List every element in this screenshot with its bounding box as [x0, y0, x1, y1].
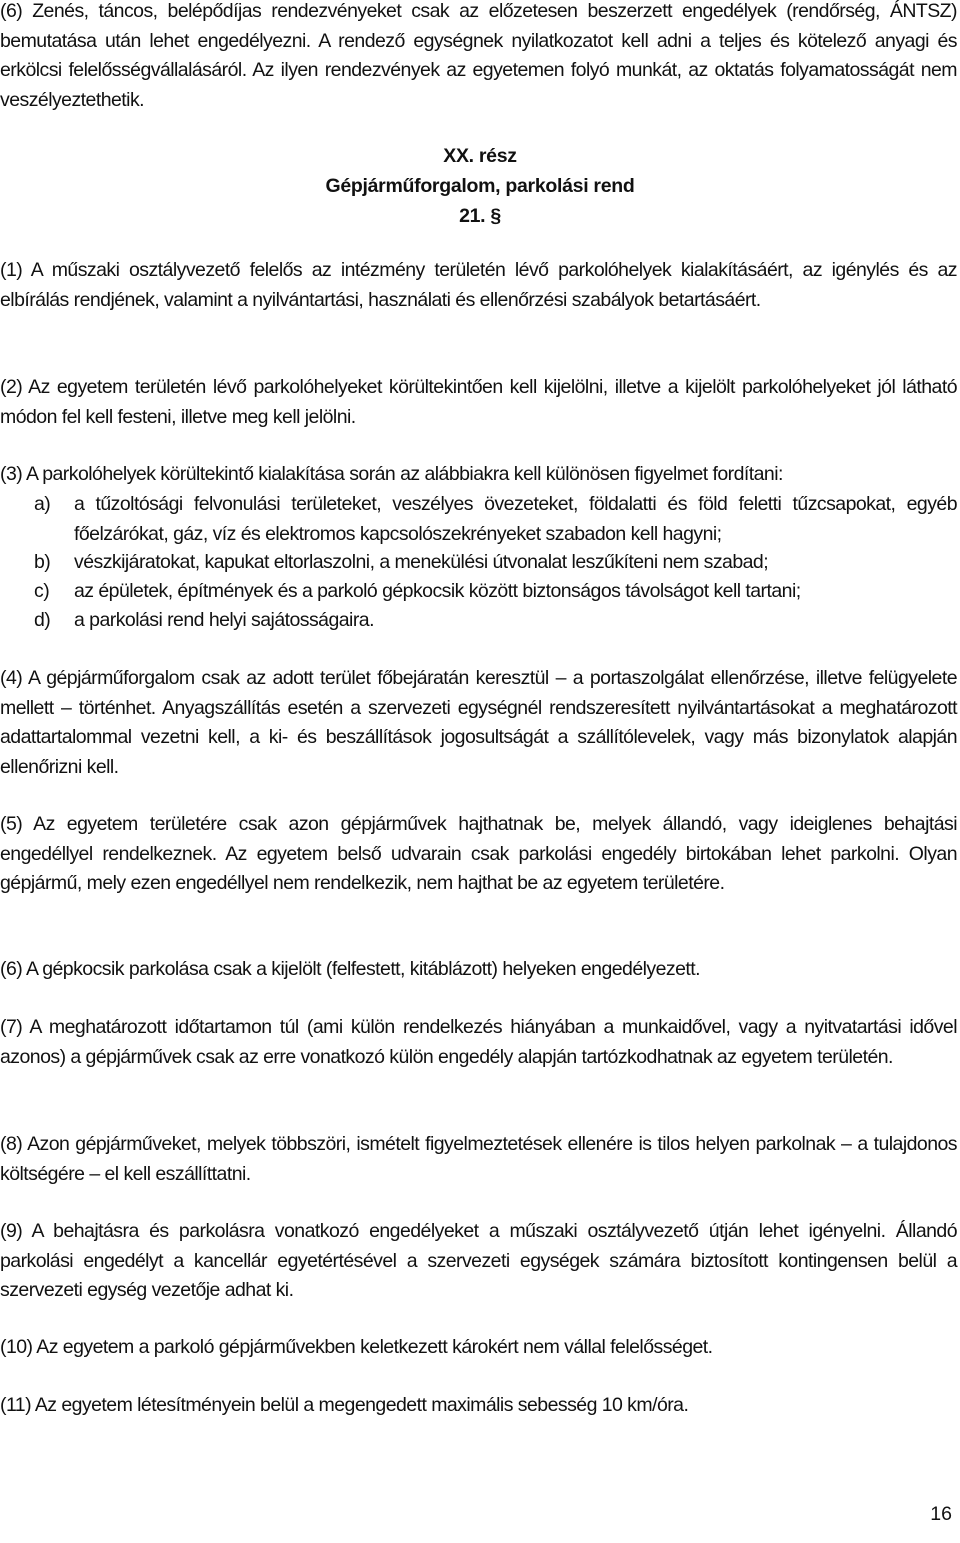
section-number: 21. §	[459, 205, 501, 227]
list-item	[0, 490, 957, 550]
list-marker: c)	[34, 580, 50, 602]
page-number: 16	[930, 1503, 952, 1525]
list-item-text: a parkolási rend helyi sajátosságaira.	[74, 609, 374, 631]
part-title: XX. rész	[443, 145, 517, 167]
list-marker: a)	[34, 493, 51, 515]
paragraph-10: (10) Az egyetem a parkoló gépjárművekben keletkezett károkért nem vállal felelősséget.	[0, 1336, 713, 1358]
list-item	[0, 548, 957, 578]
list-marker: d)	[34, 609, 51, 631]
list-item	[0, 606, 957, 636]
paragraph-8: (8) Azon gépjárműveket, melyek többszöri, ismételt figyelmeztetések ellenére is tilos helyen parkolnak – a tulajdonos költségére – el kell eszállíttatni.	[0, 1133, 957, 1185]
list-item	[0, 577, 957, 607]
paragraph-1: (1) A műszaki osztályvezető felelős az intézmény területén lévő parkolóhelyek kialakításáért, az igénylés és az elbírálás rendjének, valamint a nyilvántartási, használati és ellenőrzési szabályok betartásáért.	[0, 259, 957, 311]
paragraph-7: (7) A meghatározott időtartamon túl (ami külön rendelkezés hiányában a munkaidővel, vagy a nyitvatartási idővel azonos) a gépjárművek csak az erre vonatkozó külön engedély alapján tartózkodhatnak az egyetem területén.	[0, 1016, 957, 1068]
paragraph-2: (2) Az egyetem területén lévő parkolóhelyeket körültekintően kell kijelölni, illetve a kijelölt parkolóhelyeket jól látható módon fel kell festeni, illetve meg kell jelölni.	[0, 376, 957, 428]
paragraph-3: (3) A parkolóhelyek körültekintő kialakítása során az alábbiakra kell különösen figyelmet fordítani:	[0, 463, 783, 485]
section-title: Gépjárműforgalom, parkolási rend	[325, 175, 635, 197]
paragraph-11: (11) Az egyetem létesítményein belül a megengedett maximális sebesség 10 km/óra.	[0, 1394, 689, 1416]
paragraph-5: (5) Az egyetem területére csak azon gépjárművek hajthatnak be, melyek állandó, vagy ideiglenes behajtási engedéllyel rendelkeznek. Az egyetem belső udvarain csak parkolási engedély birtokában lehet parkolni. Olyan gépjármű, mely ezen engedéllyel nem rendelkezik, nem hajthat be az egyetem területére.	[0, 813, 957, 894]
paragraph-intro: (6) Zenés, táncos, belépődíjas rendezvényeket csak az előzetesen beszerzett engedélyek (rendőrség, ÁNTSZ) bemutatása után lehet engedélyezni. A rendező egységnek nyilatkozatot kell adni a teljes és kötelező anyagi és erkölcsi felelősségvállalásáról. Az ilyen rendezvények az egyetemen folyó munkát, az oktatás folyamatosságát nem veszélyeztethetik.	[0, 0, 957, 111]
paragraph-6: (6) A gépkocsik parkolása csak a kijelölt (felfestett, kitáblázott) helyeken engedélyezett.	[0, 958, 701, 980]
paragraph-9: (9) A behajtásra és parkolásra vonatkozó engedélyeket a műszaki osztályvezető útján lehet igényelni. Állandó parkolási engedélyt a kancellár egyetértésével a szervezeti egységek számára biztosított kontingensen belül a szervezeti egység vezetője adhat ki.	[0, 1220, 957, 1301]
paragraph-4: (4) A gépjárműforgalom csak az adott terület főbejáratán keresztül – a portaszolgálat ellenőrzése, illetve felügyelete mellett – történhet. Anyagszállítás esetén a szervezeti egységnél rendszeresített nyilvántartásokat a meghatározott adattartalommal vezetni kell, a ki- és beszállítások jogosultságát a szállítólevelek, vagy más bizonylatok alapján ellenőrizni kell.	[0, 667, 957, 778]
list-item-text: a tűzoltósági felvonulási területeket, veszélyes övezeteket, földalatti és föld feletti tűzcsapokat, egyéb főelzárókat, gáz, víz és elektromos kapcsolószekrényeket szabadon kell hagyni;	[74, 493, 957, 545]
list-item-text: vészkijáratokat, kapukat eltorlaszolni, a menekülési útvonalat leszűkíteni nem szabad;	[74, 551, 769, 573]
list-marker: b)	[34, 551, 51, 573]
list-item-text: az épületek, építmények és a parkoló gépkocsik között biztonságos távolságot kell tartani;	[74, 580, 801, 602]
